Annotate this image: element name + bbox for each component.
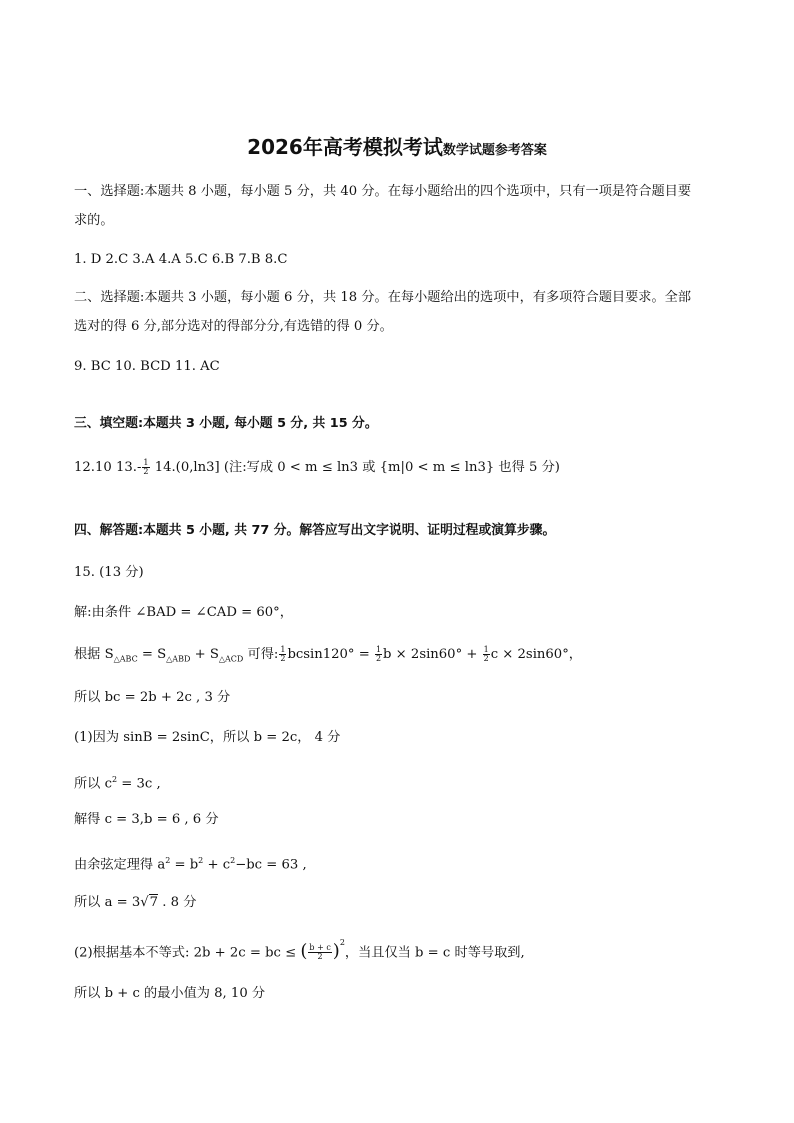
solution-line-7: 由余弦定理得 $a^2 = b^2 + c^2-bc = 63$ , (74, 856, 307, 873)
paren-right: ) (332, 940, 340, 962)
solution-line-6: 解得 c = 3,b = 6 , 6 分 (74, 812, 219, 827)
section2-intro-line2: 选对的得 6 分,部分选对的得部分分,有选错的得 0 分。 (74, 319, 393, 334)
solution-line-2: 根据 $S_{\triangle ABC} = S_{\triangle ABD} + S_{\triangle ACD}$ 可得: $\frac{1}{2}$ bcsin120° = $\frac{1}{2}$ b × 2sin60° + $\frac{1}{2}$ c × 2sin60°， (74, 645, 582, 664)
fraction-mean: $\frac{b + c}{2}$ (309, 943, 331, 962)
section3-heading: 三、填空题:本题共 3 小题, 每小题 5 分, 共 15 分。 (74, 416, 378, 431)
answer-14-note: (注:写成 0 < m ≤ ln3 或 {m|0 < m ≤ ln3} 也得 5 分) (223, 460, 560, 475)
section4-heading: 四、解答题:本题共 5 小题, 共 77 分。解答应写出文字说明、证明过程或演算步骤。 (74, 523, 556, 538)
section2-intro-line1: 二、选择题:本题共 3 小题，每小题 6 分，共 18 分。在每小题给出的选项中，有多项符合题目要求。全部 (74, 290, 692, 305)
solution-line-3: 所以 bc = 2b + 2c , 3 分 (74, 690, 231, 705)
question-15-header: 15. (13 分) (74, 565, 144, 580)
fraction-half: $\frac{1}{2}$ (280, 645, 286, 663)
title-main: 2026年高考模拟考试 (247, 135, 443, 159)
fraction-half: $\frac{1}{2}$ (483, 645, 489, 663)
paren-left: ( (300, 940, 308, 962)
section2-answers: 9. BC 10. BCD 11. AC (74, 359, 220, 374)
sqrt-sign: √ (140, 895, 149, 910)
fraction-half: $\frac{1}{2}$ (375, 645, 382, 663)
solution-line-1: 解:由条件 ∠BAD = ∠CAD = 60°， (74, 605, 293, 620)
fraction-half: $\frac{1}{2}$ (143, 458, 149, 476)
solution-line-10: 所以 b + c 的最小值为 8, 10 分 (74, 986, 266, 1001)
section1-intro-line2: 求的。 (74, 213, 114, 228)
page-title (0, 131, 794, 160)
answer-13: 13.- (115, 460, 142, 475)
solution-line-9: (2)根据基本不等式: 2b + 2c = bc ≤ ( $\frac{b + c}{2}$ )$^2$，当且仅当 b = c 时等号取到, (74, 938, 525, 962)
section3-answers (74, 459, 724, 477)
title-sub: 数学试题参考答案 (442, 143, 547, 158)
solution-line-8: 所以 a = 3√7 . 8 分 (74, 895, 197, 910)
section1-answers: 1. D 2.C 3.A 4.A 5.C 6.B 7.B 8.C (74, 252, 288, 267)
section1-intro-line1: 一、选择题:本题共 8 小题，每小题 5 分，共 40 分。在每小题给出的四个选项中，只有一项是符合题目要 (74, 184, 692, 199)
solution-line-5: 所以 $c^2 = 3c$ , (74, 775, 161, 792)
solution-line-4: (1)因为 sinB = 2sinC，所以 b = 2c， 4 分 (74, 730, 341, 745)
answer-14: 14.(0,ln3] (154, 460, 220, 475)
answer-12: 12.10 (74, 460, 112, 475)
